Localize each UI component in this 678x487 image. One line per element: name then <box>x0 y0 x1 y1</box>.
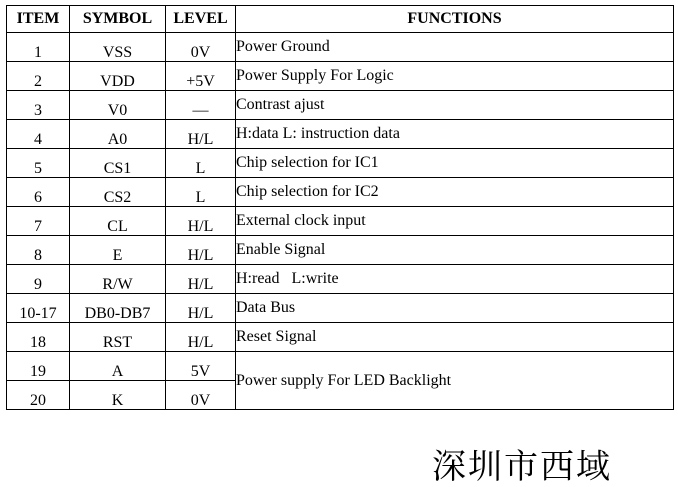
cell-item: 4 <box>7 120 70 149</box>
cell-symbol: V0 <box>70 91 166 120</box>
header-symbol: SYMBOL <box>70 6 166 33</box>
table-row <box>7 323 674 352</box>
cell-function: External clock input <box>236 207 674 236</box>
table-row <box>7 236 674 265</box>
table-row <box>7 149 674 178</box>
cell-level: H/L <box>166 207 236 236</box>
cell-item: 5 <box>7 149 70 178</box>
cell-symbol: A <box>70 352 166 381</box>
cell-level: 5V <box>166 352 236 381</box>
cell-level: +5V <box>166 62 236 91</box>
cell-symbol: CL <box>70 207 166 236</box>
cell-item: 2 <box>7 62 70 91</box>
cell-function: Data Bus <box>236 294 674 323</box>
table-row <box>7 120 674 149</box>
cell-function-merged: Power supply For LED Backlight <box>236 352 674 410</box>
cell-item: 9 <box>7 265 70 294</box>
cell-function: Power Ground <box>236 33 674 62</box>
table-row <box>7 207 674 236</box>
cell-level: H/L <box>166 323 236 352</box>
footer-company-text: 深圳市西域 <box>432 447 612 487</box>
cell-function: H:read L:write <box>236 265 674 294</box>
cell-symbol: RST <box>70 323 166 352</box>
cell-level: H/L <box>166 120 236 149</box>
table-row <box>7 265 674 294</box>
cell-level: H/L <box>166 236 236 265</box>
table-row <box>7 352 674 381</box>
table-row <box>7 91 674 120</box>
cell-item: 19 <box>7 352 70 381</box>
table-row <box>7 178 674 207</box>
cell-item: 6 <box>7 178 70 207</box>
cell-function: Contrast ajust <box>236 91 674 120</box>
cell-symbol: VDD <box>70 62 166 91</box>
cell-function: H:data L: instruction data <box>236 120 674 149</box>
cell-symbol: A0 <box>70 120 166 149</box>
cell-level: 0V <box>166 381 236 410</box>
cell-level: 0V <box>166 33 236 62</box>
cell-symbol: DB0-DB7 <box>70 294 166 323</box>
cell-item: 1 <box>7 33 70 62</box>
table-row <box>7 33 674 62</box>
cell-level: H/L <box>166 265 236 294</box>
cell-level: — <box>166 91 236 120</box>
cell-item: 7 <box>7 207 70 236</box>
cell-level: L <box>166 178 236 207</box>
cell-item: 3 <box>7 91 70 120</box>
cell-function: Power Supply For Logic <box>236 62 674 91</box>
pin-function-table <box>6 5 674 410</box>
cell-item: 8 <box>7 236 70 265</box>
cell-level: L <box>166 149 236 178</box>
cell-symbol: CS1 <box>70 149 166 178</box>
header-level: LEVEL <box>166 6 236 33</box>
cell-symbol: K <box>70 381 166 410</box>
cell-function: Reset Signal <box>236 323 674 352</box>
table-row <box>7 294 674 323</box>
cell-symbol: CS2 <box>70 178 166 207</box>
cell-symbol: VSS <box>70 33 166 62</box>
table-row <box>7 62 674 91</box>
cell-level: H/L <box>166 294 236 323</box>
cell-function: Chip selection for IC1 <box>236 149 674 178</box>
cell-item: 20 <box>7 381 70 410</box>
header-item: ITEM <box>7 6 70 33</box>
cell-item: 18 <box>7 323 70 352</box>
cell-symbol: R/W <box>70 265 166 294</box>
cell-function: Chip selection for IC2 <box>236 178 674 207</box>
cell-item: 10-17 <box>7 294 70 323</box>
cell-symbol: E <box>70 236 166 265</box>
header-functions: FUNCTIONS <box>236 6 674 33</box>
cell-function: Enable Signal <box>236 236 674 265</box>
table-header-row <box>7 6 674 33</box>
